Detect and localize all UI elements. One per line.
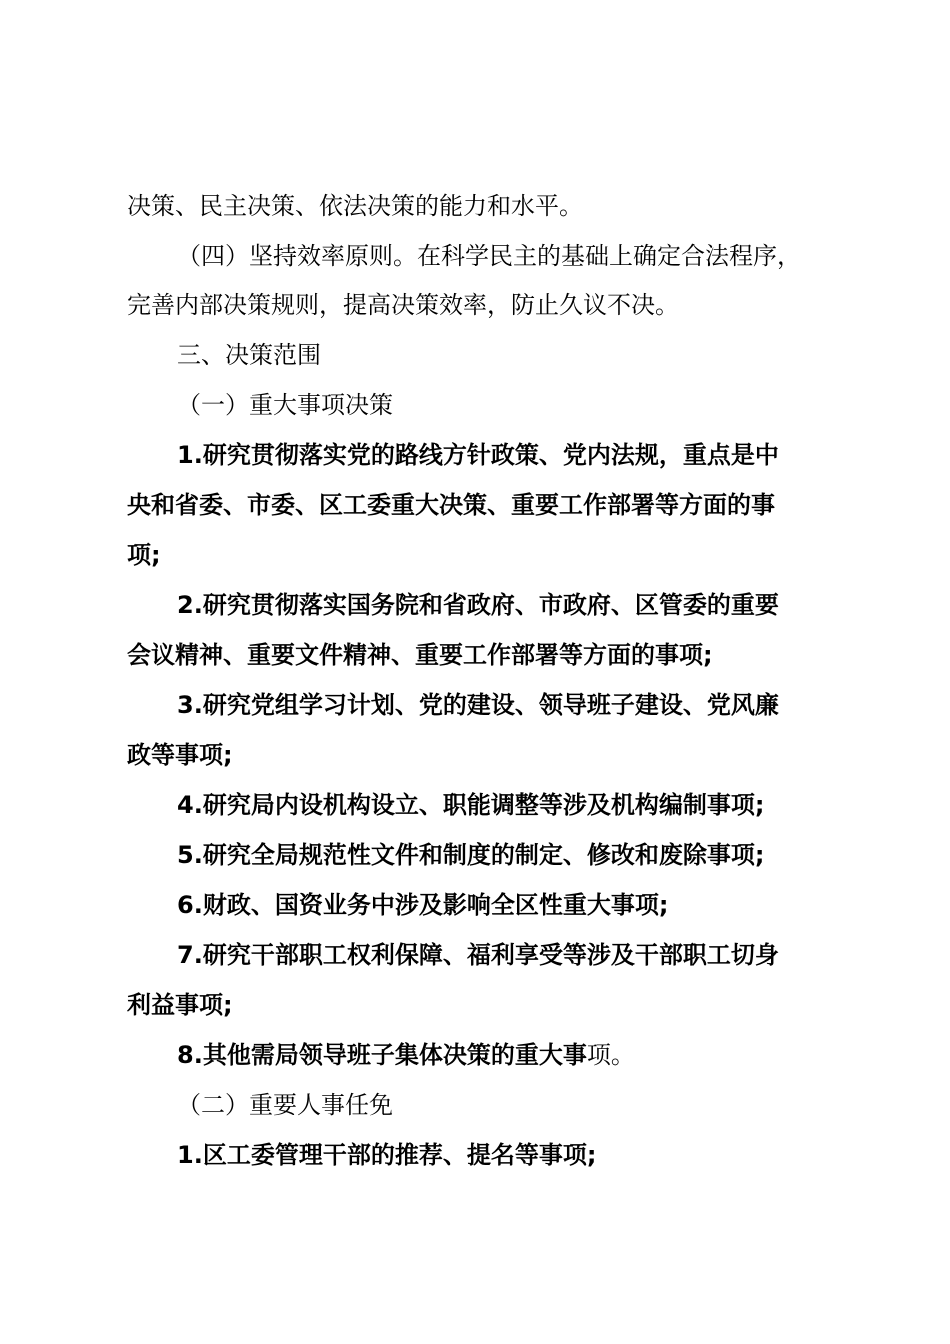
list-item-text-bold: 8.其他需局领导班子集体决策的重大事 <box>177 1041 587 1069</box>
list-item-line: 6.财政、国资业务中涉及影响全区性重大事项; <box>177 891 669 919</box>
list-item-line: 央和省委、市委、区工委重大决策、重要工作部署等方面的事 <box>127 491 775 519</box>
list-item-line: 1.研究贯彻落实党的路线方针政策、党内法规，重点是中 <box>177 441 779 469</box>
list-item-line: 政等事项; <box>127 741 233 769</box>
paragraph-line: 决策、民主决策、依法决策的能力和水平。 <box>127 192 583 220</box>
list-item-line: 2.研究贯彻落实国务院和省政府、市政府、区管委的重要 <box>177 591 779 619</box>
list-item-line: 1.区工委管理干部的推荐、提名等事项; <box>177 1141 597 1169</box>
list-item-line: 3.研究党组学习计划、党的建设、领导班子建设、党风廉 <box>177 691 779 719</box>
subsection-heading: （二）重要人事任免 <box>177 1091 393 1119</box>
subsection-heading: （一）重大事项决策 <box>177 391 393 419</box>
list-item-line: 5.研究全局规范性文件和制度的制定、修改和废除事项; <box>177 841 765 869</box>
paragraph-line: 完善内部决策规则，提高决策效率，防止久议不决。 <box>127 291 679 319</box>
list-item-line: 项; <box>127 541 161 569</box>
list-item-line: 利益事项; <box>127 991 233 1019</box>
list-item-line: 4.研究局内设机构设立、职能调整等涉及机构编制事项; <box>177 791 765 819</box>
list-item-line: 7.研究干部职工权利保障、福利享受等涉及干部职工切身 <box>177 941 779 969</box>
list-item-text-normal: 项。 <box>586 1041 635 1069</box>
section-heading: 三、决策范围 <box>177 341 321 369</box>
list-item-line <box>177 1040 635 1070</box>
paragraph-line: （四）坚持效率原则。在科学民主的基础上确定合法程序， <box>177 242 801 270</box>
list-item-line: 会议精神、重要文件精神、重要工作部署等方面的事项; <box>127 641 713 669</box>
